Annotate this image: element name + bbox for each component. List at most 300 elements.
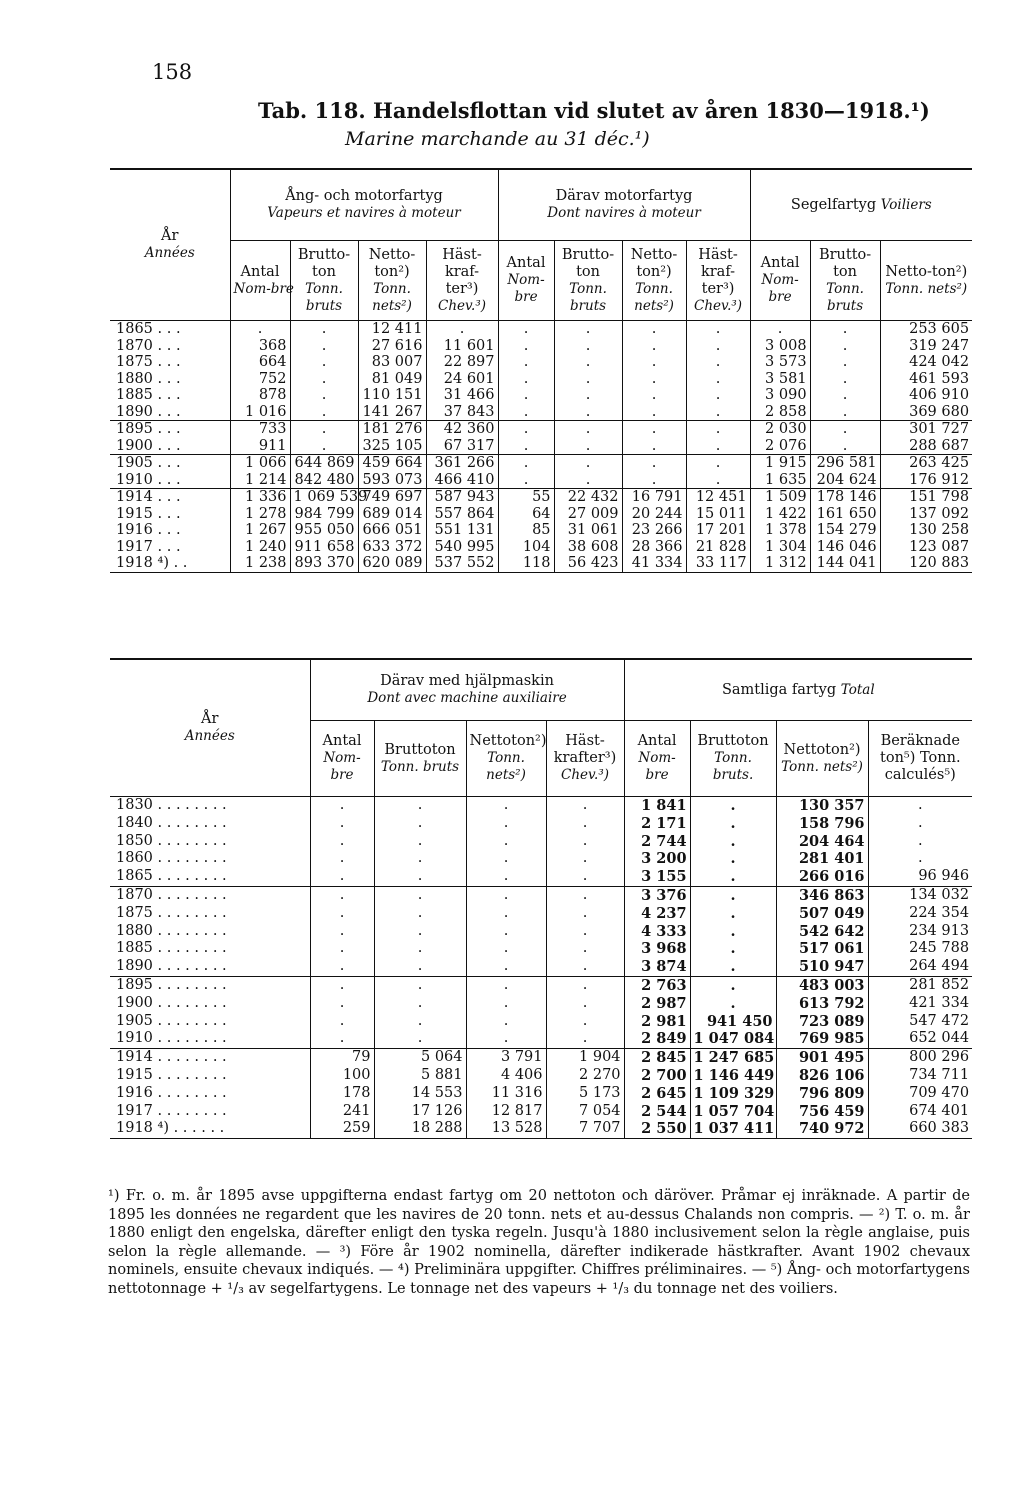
col-label-fr: Tonn. nets²) [781,758,863,775]
cell-m-antal: 104 [498,539,554,556]
cell-t-calc: . [868,833,972,851]
cell-t-brutto: . [690,976,776,994]
col-label-fr: Tonn. nets²) [372,280,412,314]
cell-a-antal: . [310,1030,374,1048]
cell-m-hast: . [686,455,750,472]
cell-year: 1905 . . . . . . . . [116,1012,227,1029]
cell-s-brutto: . [290,354,358,371]
cell-t-calc: 674 401 [868,1103,972,1121]
cell-t-netto: 542 642 [776,923,868,941]
cell-t-calc: . [868,815,972,833]
cell-a-netto: 3 791 [466,1049,546,1067]
cell-a-netto: 13 528 [466,1120,546,1138]
cell-a-brutto: 14 553 [374,1085,466,1103]
page-number: 158 [152,60,193,84]
cell-t-netto: 510 947 [776,958,868,976]
cell-m-hast: 17 201 [686,522,750,539]
cell-m-antal: 118 [498,555,554,572]
cell-v-netto: 288 687 [880,438,972,455]
cell-v-antal: 2 030 [750,421,810,438]
cell-t-calc: . [868,797,972,815]
cell-v-brutto: . [810,354,880,371]
cell-t-antal: 3 874 [624,958,690,976]
cell-a-netto: . [466,797,546,815]
col-s-antal [230,241,294,321]
cell-year: 1850 . . . . . . . . [116,832,227,849]
cell-t-calc: 264 494 [868,958,972,976]
cell-s-antal: 878 [230,387,290,404]
cell-m-netto: 20 244 [622,506,686,523]
cell-s-brutto: . [290,421,358,438]
cell-s-brutto: . [290,338,358,355]
cell-t-antal: 3 200 [624,850,690,868]
cell-t-brutto: . [690,868,776,886]
cell-m-antal: . [498,472,554,489]
cell-year: 1900 . . . [116,437,181,454]
col-label-fr: Nom-bre [638,750,676,783]
cell-s-antal: 1 066 [230,455,290,472]
cell-a-brutto: 5 064 [374,1049,466,1067]
cell-m-hast: . [686,321,750,338]
cell-a-brutto: . [374,868,466,886]
table-row [110,905,972,923]
group-steam-label: Ång- och motorfartyg [285,188,443,204]
col-v-netto [880,241,972,321]
cell-a-antal: 241 [310,1103,374,1121]
cell-v-netto: 369 680 [880,404,972,421]
cell-v-antal: 3 008 [750,338,810,355]
table-row [110,321,972,338]
cell-year: 1905 . . . [110,455,230,472]
cell-year: 1918 ⁴) . . . . . . [110,1120,310,1138]
group-sail-label-fr: Voiliers [880,196,932,213]
table-row [110,995,972,1013]
cell-m-netto: 16 791 [622,489,686,506]
cell-v-brutto: . [810,421,880,438]
cell-t-brutto: 1 047 084 [690,1030,776,1048]
table-row [110,886,972,904]
cell-a-hast: . [546,868,624,886]
cell-t-calc: 134 032 [868,886,972,904]
group-steam-header [230,169,498,241]
cell-m-netto: 23 266 [622,522,686,539]
cell-a-netto: . [466,850,546,868]
cell-a-netto: . [466,976,546,994]
cell-a-hast: 2 270 [546,1067,624,1085]
cell-s-antal: . [230,321,290,338]
cell-m-brutto: 56 423 [554,555,622,572]
cell-s-brutto: 893 370 [290,555,358,572]
footnotes: ¹) Fr. o. m. år 1895 avse uppgifterna endast fartyg om 20 nettoton och däröver. Pråmar ej inräknade. A partir de 1895 les données ne regardent que les navires de 20 tonn. nets et au-dessus Chalands non compris. — ²) T. o. m. år 1880 enligt den engelska, därefter enligt den tyska regeln. Jusqu'à 1880 inclusivement selon la règle anglaise, puis selon la règle allemande. — ³) Före år 1902 nominella, därefter indikerade hästkrafter. Avant 1902 chevaux nominels, ensuite chevaux indiqués. — ⁴) Preliminära uppgifter. Chiffres préliminaires. — ⁵) Ång- och motorfartygens nettotonnage + ¹/₃ av segelfartygens. Le tonnage net des vapeurs + ¹/₃ du tonnage net des voiliers. [108,1188,970,1297]
cell-t-antal: 4 237 [624,905,690,923]
cell-t-calc: 421 334 [868,995,972,1013]
cell-t-brutto: 1 146 449 [690,1067,776,1085]
cell-v-netto: 319 247 [880,338,972,355]
cell-m-antal: 64 [498,506,554,523]
cell-m-hast: . [686,404,750,421]
cell-m-antal: . [498,421,554,438]
cell-a-antal: . [310,797,374,815]
col-label-fr: Chev.³) [438,297,487,314]
cell-year: 1900 . . . . . . . . [116,994,227,1011]
cell-m-brutto: . [554,321,622,338]
table-auxiliary-total [110,658,972,1139]
page-title: Tab. 118. Handelsflottan vid slutet av åren 1830—1918.¹) [258,98,930,123]
cell-t-brutto: . [690,940,776,958]
cell-m-brutto: . [554,354,622,371]
cell-s-netto: 110 151 [358,387,426,404]
cell-v-antal: 1 304 [750,539,810,556]
cell-m-brutto: 31 061 [554,522,622,539]
cell-a-netto: 11 316 [466,1085,546,1103]
cell-a-hast: . [546,797,624,815]
cell-a-antal: . [310,923,374,941]
cell-t-netto: 507 049 [776,905,868,923]
cell-year: 1915 . . . [116,505,181,522]
cell-t-netto: 796 809 [776,1085,868,1103]
cell-m-antal: 55 [498,489,554,506]
cell-t-calc: 652 044 [868,1030,972,1048]
cell-a-brutto: 18 288 [374,1120,466,1138]
cell-m-netto: . [622,387,686,404]
cell-s-brutto: 984 799 [290,506,358,523]
cell-m-brutto: . [554,455,622,472]
cell-t-antal: 2 645 [624,1085,690,1103]
cell-m-brutto: . [554,404,622,421]
cell-t-antal: 2 544 [624,1103,690,1121]
cell-t-calc: 547 472 [868,1013,972,1031]
cell-t-brutto: . [690,995,776,1013]
cell-v-brutto: 144 041 [810,555,880,572]
cell-t-netto: 769 985 [776,1030,868,1048]
cell-year: 1830 . . . . . . . . [110,797,310,815]
cell-v-antal: 3 581 [750,371,810,388]
cell-s-netto: 181 276 [358,421,426,438]
cell-t-netto: 517 061 [776,940,868,958]
cell-v-antal: . [750,321,810,338]
cell-m-netto: . [622,371,686,388]
cell-year: 1918 ⁴) . . [110,555,230,572]
cell-m-netto: 28 366 [622,539,686,556]
cell-s-netto: 749 697 [358,489,426,506]
cell-m-hast: . [686,472,750,489]
col-label-fr: Tonn. bruts [305,280,343,314]
cell-year: 1914 . . . [110,489,230,506]
cell-a-hast: . [546,1013,624,1031]
cell-t-calc: 800 296 [868,1049,972,1067]
cell-a-brutto: . [374,958,466,976]
table-row [110,338,972,355]
cell-year: 1910 . . . . . . . . [116,1030,227,1047]
cell-v-netto: 461 593 [880,371,972,388]
cell-a-hast: . [546,905,624,923]
cell-m-netto: . [622,455,686,472]
cell-year: 1890 . . . . . . . . [116,958,227,975]
cell-year: 1880 . . . [116,370,181,387]
cell-v-netto: 253 605 [880,321,972,338]
cell-s-antal: 1 336 [230,489,290,506]
cell-s-brutto: . [290,371,358,388]
cell-t-antal: 3 155 [624,868,690,886]
cell-a-netto: 12 817 [466,1103,546,1121]
cell-a-antal: . [310,815,374,833]
table-row [110,1085,972,1103]
cell-t-calc: 224 354 [868,905,972,923]
table-row [110,958,972,976]
cell-a-netto: . [466,940,546,958]
cell-t-netto: 483 003 [776,976,868,994]
cell-s-brutto: 955 050 [290,522,358,539]
cell-a-brutto: 5 881 [374,1067,466,1085]
col-label: Beräknade ton⁵) Tonn. calculés⁵) [880,733,961,783]
cell-a-brutto: . [374,833,466,851]
col-label-fr: Nom-bre [233,280,294,297]
cell-t-antal: 2 700 [624,1067,690,1085]
cell-year: 1890 . . . [116,403,181,420]
table-row [110,555,972,572]
col-label: Nettoton²) [469,733,547,749]
cell-t-calc: 734 711 [868,1067,972,1085]
cell-a-antal: 100 [310,1067,374,1085]
col-label: Brutto-ton [561,246,615,280]
col-label-fr: Tonn. bruts [380,758,460,775]
cell-a-netto: . [466,923,546,941]
table-row [110,976,972,994]
cell-s-brutto: . [290,387,358,404]
cell-s-antal: 911 [230,438,290,455]
col-label: Häst-krafter³) [553,733,617,766]
cell-t-antal: 2 763 [624,976,690,994]
table-row [110,815,972,833]
col-a-antal [310,721,374,797]
group-motor-header [498,169,750,241]
cell-m-antal: . [498,387,554,404]
cell-a-antal: . [310,995,374,1013]
cell-m-netto: . [622,354,686,371]
cell-a-brutto: . [374,995,466,1013]
table-row [110,868,972,886]
table-row [110,833,972,851]
cell-v-netto: 424 042 [880,354,972,371]
cell-a-antal: . [310,850,374,868]
cell-a-hast: . [546,958,624,976]
table-row [110,539,972,556]
cell-a-brutto: . [374,1030,466,1048]
cell-m-hast: 33 117 [686,555,750,572]
col-t-antal [624,721,690,797]
cell-a-brutto: . [374,940,466,958]
cell-s-antal: 752 [230,371,290,388]
cell-v-antal: 2 858 [750,404,810,421]
cell-a-brutto: . [374,1013,466,1031]
cell-a-hast: 7 707 [546,1120,624,1138]
cell-s-hast: 361 266 [426,455,498,472]
cell-year: 1875 . . . [116,354,181,370]
cell-a-hast: . [546,1030,624,1048]
cell-v-brutto: . [810,387,880,404]
cell-a-brutto: . [374,886,466,904]
year-label: År [161,228,179,244]
group-steam-label-fr: Vapeurs et navires à moteur [267,205,461,221]
cell-m-brutto: . [554,438,622,455]
cell-v-brutto: . [810,438,880,455]
cell-m-antal: . [498,338,554,355]
table-row [110,522,972,539]
cell-s-antal: 368 [230,338,290,355]
cell-v-brutto: . [810,404,880,421]
cell-a-netto: . [466,995,546,1013]
cell-v-brutto: 161 650 [810,506,880,523]
col-label: Netto-ton²) [630,246,678,280]
table-steam-motor-sail [110,168,972,573]
cell-v-brutto: 154 279 [810,522,880,539]
col-v-brutto [810,241,880,321]
cell-year: 1916 . . . . . . . . [116,1084,227,1101]
year-header [110,169,230,321]
cell-v-antal: 3 573 [750,354,810,371]
cell-s-hast: 540 995 [426,539,498,556]
table-row [110,404,972,421]
cell-t-calc: 245 788 [868,940,972,958]
cell-v-netto: 130 258 [880,522,972,539]
cell-s-brutto: 842 480 [290,472,358,489]
cell-s-hast: 67 317 [426,438,498,455]
cell-m-antal: 85 [498,522,554,539]
col-t-calc [868,721,972,797]
table-row [110,354,972,371]
cell-t-antal: 2 849 [624,1030,690,1048]
cell-a-brutto: . [374,797,466,815]
col-label: Antal [760,255,800,271]
cell-s-hast: 24 601 [426,371,498,388]
cell-a-hast: . [546,833,624,851]
group-aux-label: Därav med hjälpmaskin [380,673,554,689]
cell-t-brutto: . [690,923,776,941]
cell-s-netto: 689 014 [358,506,426,523]
cell-v-antal: 2 076 [750,438,810,455]
cell-t-calc: 709 470 [868,1085,972,1103]
cell-t-brutto: 1 109 329 [690,1085,776,1103]
cell-a-antal: . [310,905,374,923]
cell-a-antal: . [310,833,374,851]
col-label-fr: Nom-bre [761,272,799,305]
table-row [110,1049,972,1067]
col-a-netto [466,721,546,797]
cell-m-hast: . [686,354,750,371]
cell-v-netto: 263 425 [880,455,972,472]
cell-s-netto: 666 051 [358,522,426,539]
group-aux-label-fr: Dont avec machine auxiliaire [367,690,567,706]
col-label-fr: Chev.³) [561,767,610,783]
year-header [110,659,310,797]
cell-a-brutto: 17 126 [374,1103,466,1121]
cell-t-calc: 96 946 [868,868,972,886]
cell-t-antal: 2 744 [624,833,690,851]
cell-t-netto: 158 796 [776,815,868,833]
col-label: Netto-ton²) [368,246,416,280]
page-subtitle: Marine marchande au 31 déc.¹) [345,128,650,150]
year-label: År [201,711,219,727]
cell-t-brutto: . [690,815,776,833]
col-label-fr: Tonn. bruts [569,280,607,314]
cell-a-hast: . [546,976,624,994]
cell-t-antal: 2 981 [624,1013,690,1031]
cell-m-netto: . [622,421,686,438]
cell-t-netto: 346 863 [776,886,868,904]
cell-s-hast: 11 601 [426,338,498,355]
cell-year: 1860 . . . . . . . . [116,850,227,867]
col-label: Häst-kraf-ter³) [698,246,738,297]
cell-m-antal: . [498,404,554,421]
cell-a-netto: . [466,958,546,976]
cell-m-hast: 12 451 [686,489,750,506]
cell-s-brutto: . [290,438,358,455]
cell-t-brutto: . [690,958,776,976]
cell-year: 1914 . . . . . . . . [110,1049,310,1067]
cell-s-hast: 31 466 [426,387,498,404]
col-label: Brutto-ton [297,246,351,280]
col-label-fr: Tonn. bruts [826,280,864,314]
cell-a-antal: 178 [310,1085,374,1103]
cell-v-antal: 1 915 [750,455,810,472]
cell-m-brutto: . [554,338,622,355]
table-row [110,923,972,941]
cell-v-antal: 3 090 [750,387,810,404]
cell-year: 1910 . . . [116,471,181,488]
cell-t-netto: 756 459 [776,1103,868,1121]
table-row [110,1067,972,1085]
cell-year: 1917 . . . [116,538,181,555]
cell-a-antal: . [310,940,374,958]
cell-a-netto: . [466,868,546,886]
cell-v-netto: 123 087 [880,539,972,556]
cell-s-brutto: 911 658 [290,539,358,556]
cell-t-netto: 723 089 [776,1013,868,1031]
cell-s-brutto: . [290,321,358,338]
table-row [110,940,972,958]
cell-year: 1895 . . . [110,421,230,438]
cell-s-hast: 42 360 [426,421,498,438]
cell-year: 1865 . . . [110,321,230,338]
cell-a-hast: . [546,886,624,904]
col-label-fr: Tonn. bruts. [712,750,754,783]
year-label-fr: Années [184,728,235,744]
cell-a-netto: . [466,833,546,851]
cell-s-hast: 551 131 [426,522,498,539]
cell-v-antal: 1 378 [750,522,810,539]
cell-v-antal: 1 635 [750,472,810,489]
table-row [110,472,972,489]
cell-s-netto: 12 411 [358,321,426,338]
cell-v-brutto: 204 624 [810,472,880,489]
cell-year: 1840 . . . . . . . . [116,814,227,831]
table-row [110,850,972,868]
cell-year: 1870 . . . . . . . . [110,886,310,904]
cell-m-hast: . [686,421,750,438]
group-total-label-fr: Total [840,681,875,698]
col-v-antal [750,241,810,321]
col-t-netto [776,721,868,797]
cell-m-hast: 21 828 [686,539,750,556]
cell-a-hast: . [546,995,624,1013]
cell-a-hast: . [546,850,624,868]
cell-t-antal: 2 550 [624,1120,690,1138]
table-row [110,421,972,438]
cell-t-calc: 660 383 [868,1120,972,1138]
cell-t-calc: 234 913 [868,923,972,941]
cell-m-netto: . [622,438,686,455]
cell-m-antal: . [498,354,554,371]
